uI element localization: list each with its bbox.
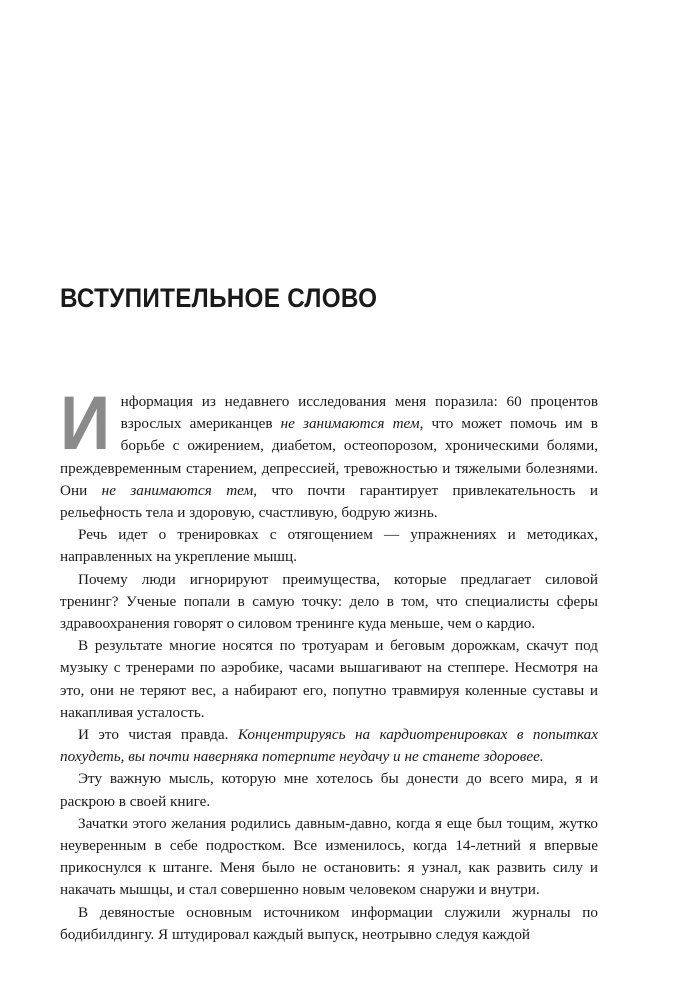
- paragraph-5-text-a: И это чистая правда.: [78, 726, 238, 744]
- paragraph-8: В девяностые основным источником информации служили журналы по бодибилдингу. Я штудировал каждый выпуск, неотрывно следуя каждой: [60, 903, 598, 943]
- drop-cap: И: [60, 381, 111, 466]
- paragraph-1-emphasis-2: не занимаются тем: [101, 481, 254, 499]
- chapter-title: ВСТУПИТЕЛЬНОЕ СЛОВО: [60, 283, 378, 313]
- paragraph-4: В результате многие носятся по тротуарам и беговым дорожкам, скачут под музыку с тренерами по аэробике, часами вышагивают на степпере. Несмотря на это, они не теряют вес, а набирают его, попутно травмируя коленные суставы и накапливая усталость.: [60, 637, 598, 721]
- paragraph-1-text-c: , что может помочь им в борьбе с ожирением, диабетом, остеопорозом, хроническими болями, преждевременным старением, депрессией, тревожностью и тяжелыми болезнями. Они: [60, 415, 598, 499]
- paragraph-5: [60, 724, 598, 768]
- paragraph-2: Речь идет о тренировках с отягощением — упражнениях и методиках, направленных на укрепление мышц.: [60, 526, 598, 566]
- paragraph-5-emphasis: Концентрируясь на кардиотренировках в попытках похудеть, вы почти наверняка потерпите неудачу и не станете здоровее.: [60, 726, 599, 766]
- paragraph-1-text-a: нформация из недавнего исследования меня поразила: 60 процентов взрослых американцев: [120, 393, 598, 433]
- paragraph-1-emphasis-1: не занимаются тем: [280, 415, 420, 433]
- paragraph-1: [60, 381, 598, 524]
- paragraph-6: Эту важную мысль, которую мне хотелось бы донести до всего мира, я и раскрою в своей книге.: [60, 770, 598, 810]
- body-text: [60, 381, 599, 946]
- paragraph-7: Зачатки этого желания родились давным-давно, когда я еще был тощим, жутко неуверенным в себе подростком. Все изменилось, когда 14-летний я впервые прикоснулся к штанге. Меня было не остановить: я узнал, как развить силу и накачать мышцы, и стал совершенно новым человеком снаружи и внутри.: [60, 814, 598, 899]
- paragraph-1-text-e: , что почти гарантирует привлекательность и рельефность тела и здоровую, счастливую, бодрую жизнь.: [60, 481, 598, 522]
- paragraph-3: Почему люди игнорируют преимущества, которые предлагает силовой тренинг? Ученые попали в самую точку: дело в том, что специалисты сферы здравоохранения говорят о силовом тренинге куда меньше, чем о кардио.: [60, 570, 598, 633]
